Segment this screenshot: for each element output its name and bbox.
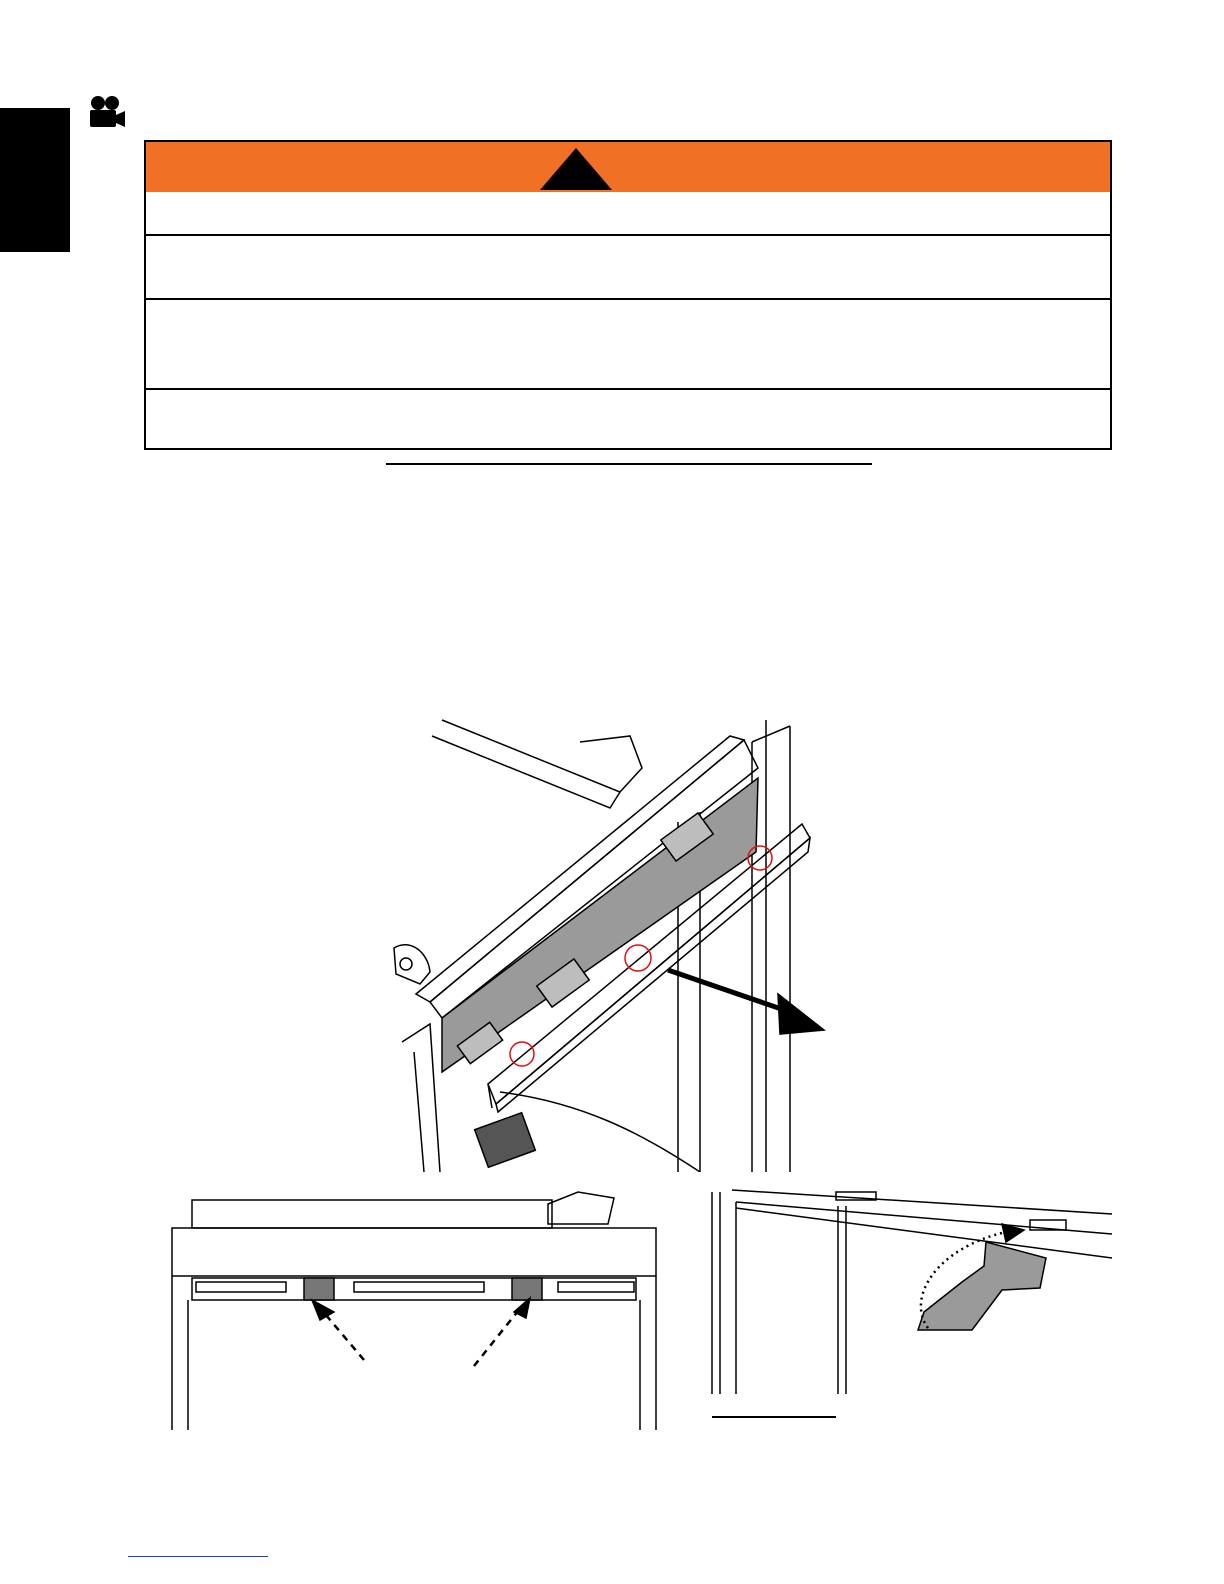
warning-row [146, 388, 1110, 450]
warning-header [146, 142, 1110, 192]
warning-row [146, 298, 1110, 388]
warning-triangle-icon [538, 146, 614, 190]
video-camera-icon [88, 94, 126, 130]
front-view-figure [168, 1190, 668, 1430]
footer-link-underline[interactable] [128, 1556, 268, 1557]
caption-underline [712, 1416, 836, 1418]
bracket-detail-figure [706, 1188, 1112, 1394]
warning-row [146, 234, 1110, 298]
side-tab [0, 108, 70, 252]
warning-row [146, 192, 1110, 232]
warning-box [144, 140, 1112, 450]
hood-assembly-figure [380, 712, 840, 1172]
heading-underline [386, 463, 872, 465]
